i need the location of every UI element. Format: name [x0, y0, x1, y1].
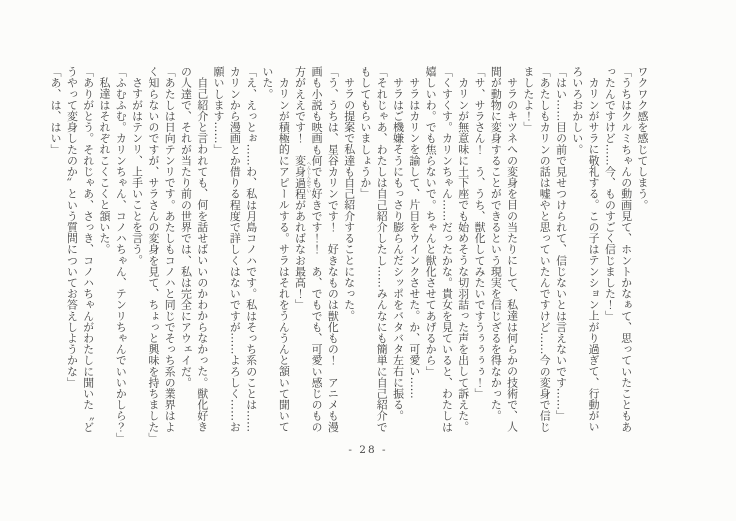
paragraph: [389, 66, 405, 442]
text-run: サラのキツネへの変身を目の当たりにして、私達は何らかの技術で、人間が動物に変身することができるという現実を信じざるを得なかった。: [489, 66, 519, 433]
text-run: 「ありがとう。それじゃあ、さっき、コノハちゃんがわたしに聞いた〝どうやって変身したのか〟という質問についてお答えしようかな」: [65, 66, 95, 433]
text-run: 「サ、サラさん！ う、うち、獣化してみたいですうぅぅぅぅ！」: [473, 66, 487, 399]
paragraph: [601, 66, 634, 442]
text-run: 「あ、は、はい」: [49, 66, 63, 155]
paragraph: [177, 66, 210, 442]
paragraph: [259, 66, 292, 442]
paragraph: [128, 66, 144, 442]
paragraph: [471, 66, 487, 442]
paragraph: [96, 66, 112, 442]
paragraph: [291, 66, 340, 442]
paragraph: [357, 66, 390, 442]
paragraph: [487, 66, 520, 442]
text-run: 「くすくす。カリンちゃん……だったかな。貴女を見ていると、わたしは嬉しいわ。でも焦らないで。ちゃんと獣化させてあげるから」: [424, 66, 454, 433]
paragraph: [634, 66, 650, 442]
paragraph: [422, 66, 455, 442]
vertical-text-block: [49, 66, 650, 444]
text-run: ワクワク感を感じてしまう。: [636, 66, 649, 211]
paragraph: [552, 66, 568, 442]
paragraph: [406, 66, 422, 442]
paragraph: [569, 66, 602, 442]
text-run: 私達はそれぞれこくこくと頷いた。: [98, 77, 111, 255]
text-run: サラはご機嫌そうにもっさり膨らんだシッポをバタバタ左右に振る。: [391, 77, 405, 422]
text-run: があればなお最高！」: [293, 199, 307, 311]
text-run: 「はい……目の前で見せつけられて、信じないとは言えないです……」: [554, 66, 568, 422]
text-run: 「それじゃあ、わたしは自己紹介したし……みんなにも簡単に自己紹介でもしてもらいましょうか」: [358, 66, 389, 433]
text-run: 自己紹介と言われても、何を話せばいいのかわからなかった。獣化好きの人達で、それが当たり前の世界では、私は完全にアウェイだ。: [179, 66, 209, 433]
text-run: 「うちはクルミちゃんの動画見て、ホントかなぁて、思っていたこともあったんですけど……今、ものすごく信じました！」: [603, 66, 633, 433]
text-run: 「あたしは日向テンリです。あたしもコノハと同じでそっち系の業界はよく知らないのですが、サラさんの変身を見て、ちょっと興味を持ちました」: [146, 66, 177, 444]
paragraph: [47, 66, 63, 442]
text-run: サラの提案で私達も自己紹介することになった。: [342, 77, 356, 322]
text-run: カリンが積極的にアピールする。サラはそれをうんうんと頷いて聞いていた。: [260, 66, 291, 433]
paragraph: [520, 66, 553, 442]
paragraph: [454, 66, 470, 442]
text-run: 「ふむふむ。カリンちゃん、コノハちゃん、テンリちゃんでいいかしら？」: [114, 66, 128, 444]
text-run: 「あたしもカリンの話は嘘やと思っていたんですけど……今の変身で信じましたよ！」: [521, 66, 552, 433]
text-run: カリンがサラに敬礼する。この子はテンション上がり過ぎて、行動がいろいろおかしい。: [570, 66, 601, 433]
text-run: さすがはテンリ、上手いことを言う。: [130, 77, 144, 266]
text-run: カリンが無意味に土下座でも始めそうな切羽詰った声を出して訴えた。: [456, 77, 470, 433]
paragraph: [210, 66, 259, 442]
paragraph: [145, 66, 178, 442]
paragraph: [340, 66, 356, 442]
ruby-annotation: 変身過程 へんしんかてい: [293, 154, 312, 200]
paragraph: [63, 66, 96, 442]
text-run: サラはカリンを諭して、片目をウインクさせた。か、可愛い……: [407, 77, 421, 399]
text-run: 「う、うちは、星谷カリンです！ 好きなものは獣化もの！ アニメも漫画も小説も映画も何でも好きです！！ あ、でもでも、可愛い感じのもの方がええです！: [293, 66, 340, 433]
paragraph: [112, 66, 128, 442]
page-number: - 28 -: [348, 444, 388, 456]
text-run: 「え、えっとぉ……わ、私は月島コノハです。私はそっち系のことは……カリンから漫画とか借りる程度で詳しくはないですが……よろしく……お願いします……」: [212, 66, 258, 433]
